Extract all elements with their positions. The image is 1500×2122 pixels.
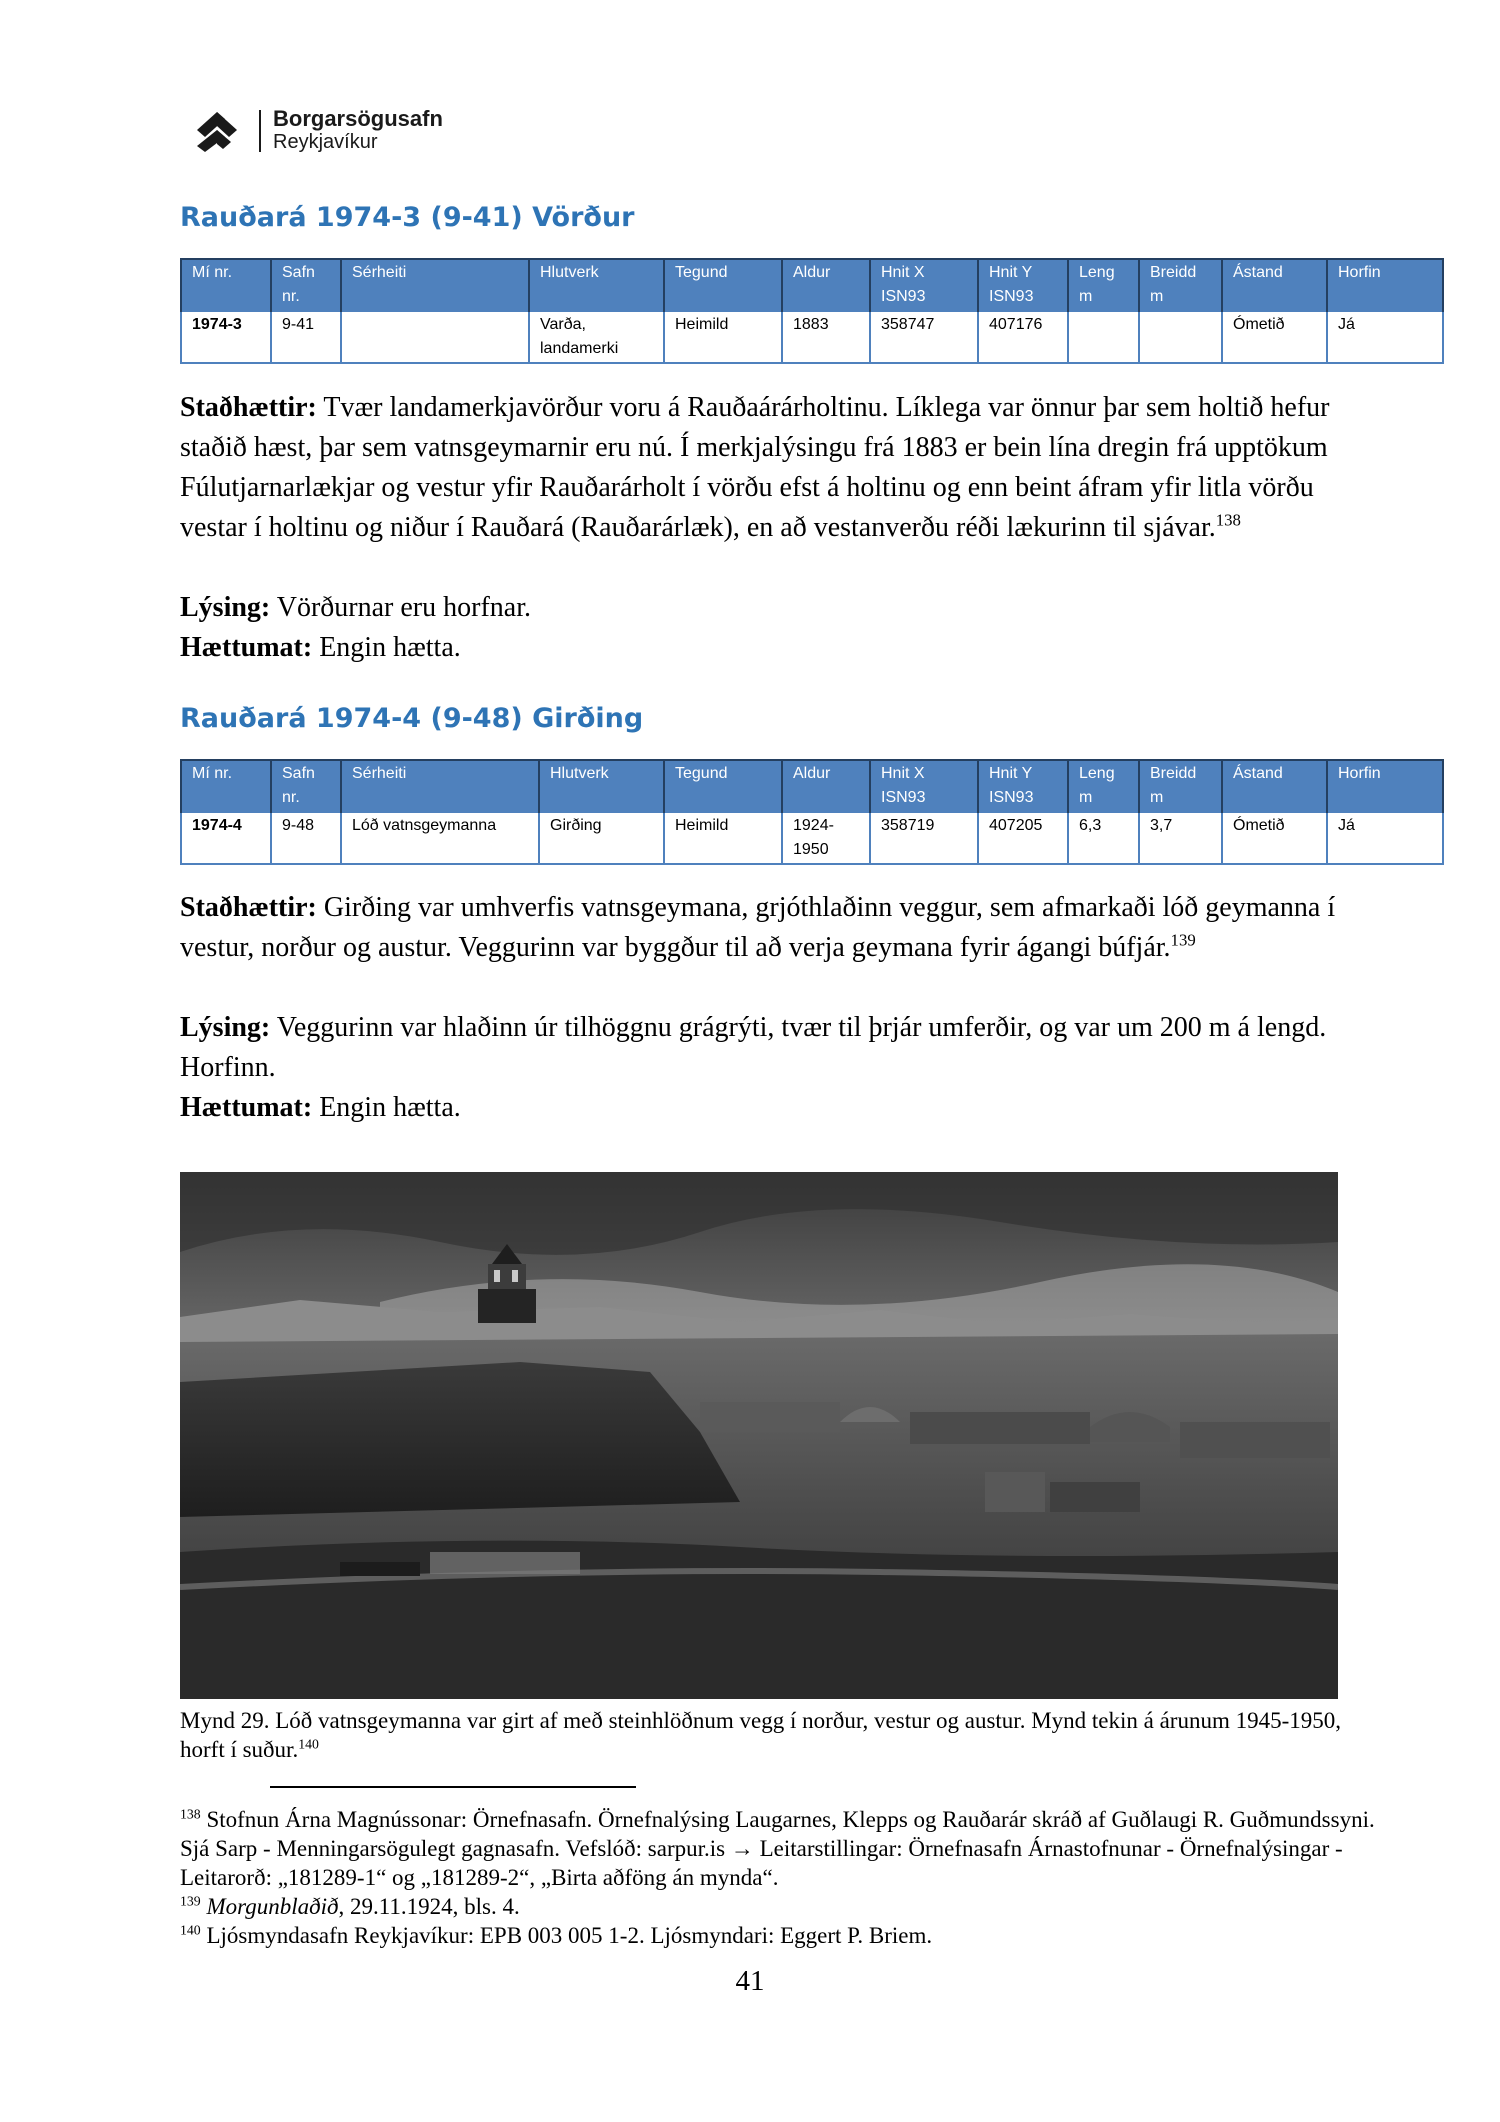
col-header: Hlutverk (529, 259, 664, 311)
col-header: Aldur (782, 259, 870, 311)
footnote-number: 138 (180, 1806, 201, 1822)
col-header: Hnit X ISN93 (870, 760, 978, 812)
footnote-ref: 139 (1170, 930, 1196, 950)
col-header: Horfin (1327, 259, 1443, 311)
table-cell: Lóð vatnsgeymanna (341, 812, 539, 864)
stadhaettir-text: Tvær landamerkjavörður voru á Rauðaárárholtinu. Líklega var önnur þar sem holtið hefur staðið hæst, þar sem vatnsgeymarnir eru nú. Í merkjalýsingu frá 1883 er bein lína dregin frá upptökum Fúlutjarnarlækjar og vestur yfir Rauðarárholt í vörðu efst á holtinu og enn beint áfram yfir litla vörðu vestar í holtinu og niður í Rauðará (Rauðarárlæk), en að vestanverðu réði lækurinn til sjávar. (180, 392, 1330, 543)
entry1-register-table (180, 258, 1444, 364)
col-header: Safn nr. (271, 259, 341, 311)
col-header: Safn nr. (271, 760, 341, 812)
stadhaettir-text: Girðing var umhverfis vatnsgeymana, grjóthlaðinn veggur, sem afmarkaði lóð geymanna í vestur, norður og austur. Veggurinn var byggður til að verja geymana fyrir ágangi búfjár. (180, 892, 1336, 963)
table-cell: 9-48 (271, 812, 341, 864)
entry2-haettumat (180, 1088, 1360, 1128)
footnote-138 (180, 1805, 1380, 1892)
entry1-title: Rauðará 1974-3 (9-41) Vörður (180, 202, 635, 233)
table-cell: 358747 (870, 311, 978, 363)
table-cell: 3,7 (1139, 812, 1222, 864)
table-cell (1139, 311, 1222, 363)
col-header: Tegund (664, 760, 782, 812)
footnote-number: 139 (180, 1893, 201, 1909)
col-header: Hnit Y ISN93 (978, 760, 1068, 812)
footnote-140 (180, 1921, 1380, 1950)
figure-caption (180, 1706, 1360, 1764)
haettumat-text: Engin hætta. (319, 1092, 461, 1123)
chevron-logo-icon (195, 108, 251, 154)
entry1-stadhaettir (180, 388, 1360, 548)
col-header: Hlutverk (539, 760, 664, 812)
col-header: Leng m (1068, 760, 1139, 812)
entry2-title: Rauðará 1974-4 (9-48) Girðing (180, 703, 644, 734)
footnote-ref: 138 (1215, 510, 1241, 530)
col-header: Mí nr. (181, 259, 271, 311)
table-cell: 358719 (870, 812, 978, 864)
entry2-register-table (180, 759, 1444, 865)
caption-text: Mynd 29. Lóð vatnsgeymanna var girt af með steinhlöðnum vegg í norður, vestur og austur. Mynd tekin á árunum 1945-1950, horft í suður. (180, 1708, 1342, 1762)
table-cell: 1924-1950 (782, 812, 870, 864)
col-header: Breidd m (1139, 760, 1222, 812)
logo-name: Borgarsögusafn (273, 106, 443, 131)
historic-photo (180, 1172, 1338, 1699)
col-header: Sérheiti (341, 760, 539, 812)
footnote-text: Stofnun Árna Magnússonar: Örnefnasafn. Örnefnalýsing Laugarnes, Klepps og Rauðarár skráð af Guðlaugi R. Guðmundssyni. Sjá Sarp - Menningarsögulegt gagnasafn. Vefslóð: sarpur.is → Leitarstillingar: Örnefnasafn Árnastofnunar - Örnefnalýsingar - Leitarorð: „181289-1“ og „181289-2“, „Birta aðföng án mynda“. (180, 1807, 1375, 1890)
table-cell: Já (1327, 812, 1443, 864)
table-cell (1068, 311, 1139, 363)
table-cell: 407205 (978, 812, 1068, 864)
col-header: Breidd m (1139, 259, 1222, 311)
col-header: Horfin (1327, 760, 1443, 812)
footnote-ref: 140 (298, 1736, 319, 1752)
footnote-text: , 29.11.1924, bls. 4. (338, 1894, 520, 1919)
entry2-lysing (180, 1008, 1360, 1088)
col-header: Mí nr. (181, 760, 271, 812)
stadhaettir-label: Staðhættir: (180, 392, 317, 423)
footnote-separator (270, 1786, 636, 1788)
haettumat-text: Engin hætta. (319, 632, 461, 663)
table-cell: 6,3 (1068, 812, 1139, 864)
footnote-text: Ljósmyndasafn Reykjavíkur: EPB 003 005 1-2. Ljósmyndari: Eggert P. Briem. (206, 1923, 933, 1948)
logo-divider (259, 110, 261, 152)
lysing-label: Lýsing: (180, 1012, 271, 1043)
table-row (181, 812, 1443, 864)
footnote-139 (180, 1892, 1380, 1921)
table-cell: 9-41 (271, 311, 341, 363)
col-header: Tegund (664, 259, 782, 311)
haettumat-label: Hættumat: (180, 632, 313, 663)
col-header: Ástand (1222, 760, 1327, 812)
col-header: Ástand (1222, 259, 1327, 311)
entry1-lysing (180, 588, 1360, 628)
entry1-haettumat (180, 628, 1360, 668)
table-cell (341, 311, 529, 363)
footnote-number: 140 (180, 1922, 201, 1938)
table-cell: Ómetið (1222, 311, 1327, 363)
lysing-text: Vörðurnar eru horfnar. (276, 592, 531, 623)
table-header-row (181, 760, 1443, 812)
col-header: Hnit Y ISN93 (978, 259, 1068, 311)
page-number: 41 (735, 1965, 765, 1997)
logo-subtitle: Reykjavíkur (273, 131, 378, 153)
table-header-row (181, 259, 1443, 311)
table-row (181, 311, 1443, 363)
col-header: Sérheiti (341, 259, 529, 311)
col-header: Leng m (1068, 259, 1139, 311)
footnote-source-title: Morgunblaðið (206, 1894, 339, 1919)
stadhaettir-label: Staðhættir: (180, 892, 317, 923)
table-cell: Girðing (539, 812, 664, 864)
table-cell: Heimild (664, 812, 782, 864)
entry2-stadhaettir (180, 888, 1360, 968)
col-header: Aldur (782, 760, 870, 812)
table-cell: Já (1327, 311, 1443, 363)
table-cell: 1974-3 (181, 311, 271, 363)
table-cell: 1974-4 (181, 812, 271, 864)
table-cell: 407176 (978, 311, 1068, 363)
table-cell: Heimild (664, 311, 782, 363)
col-header: Hnit X ISN93 (870, 259, 978, 311)
lysing-label: Lýsing: (180, 592, 271, 623)
lysing-text: Veggurinn var hlaðinn úr tilhöggnu grágrýti, tvær til þrjár umferðir, og var um 200 m á lengd. Horfinn. (180, 1012, 1327, 1083)
table-cell: Varða, landamerki (529, 311, 664, 363)
table-cell: Ómetið (1222, 812, 1327, 864)
haettumat-label: Hættumat: (180, 1092, 313, 1123)
table-cell: 1883 (782, 311, 870, 363)
